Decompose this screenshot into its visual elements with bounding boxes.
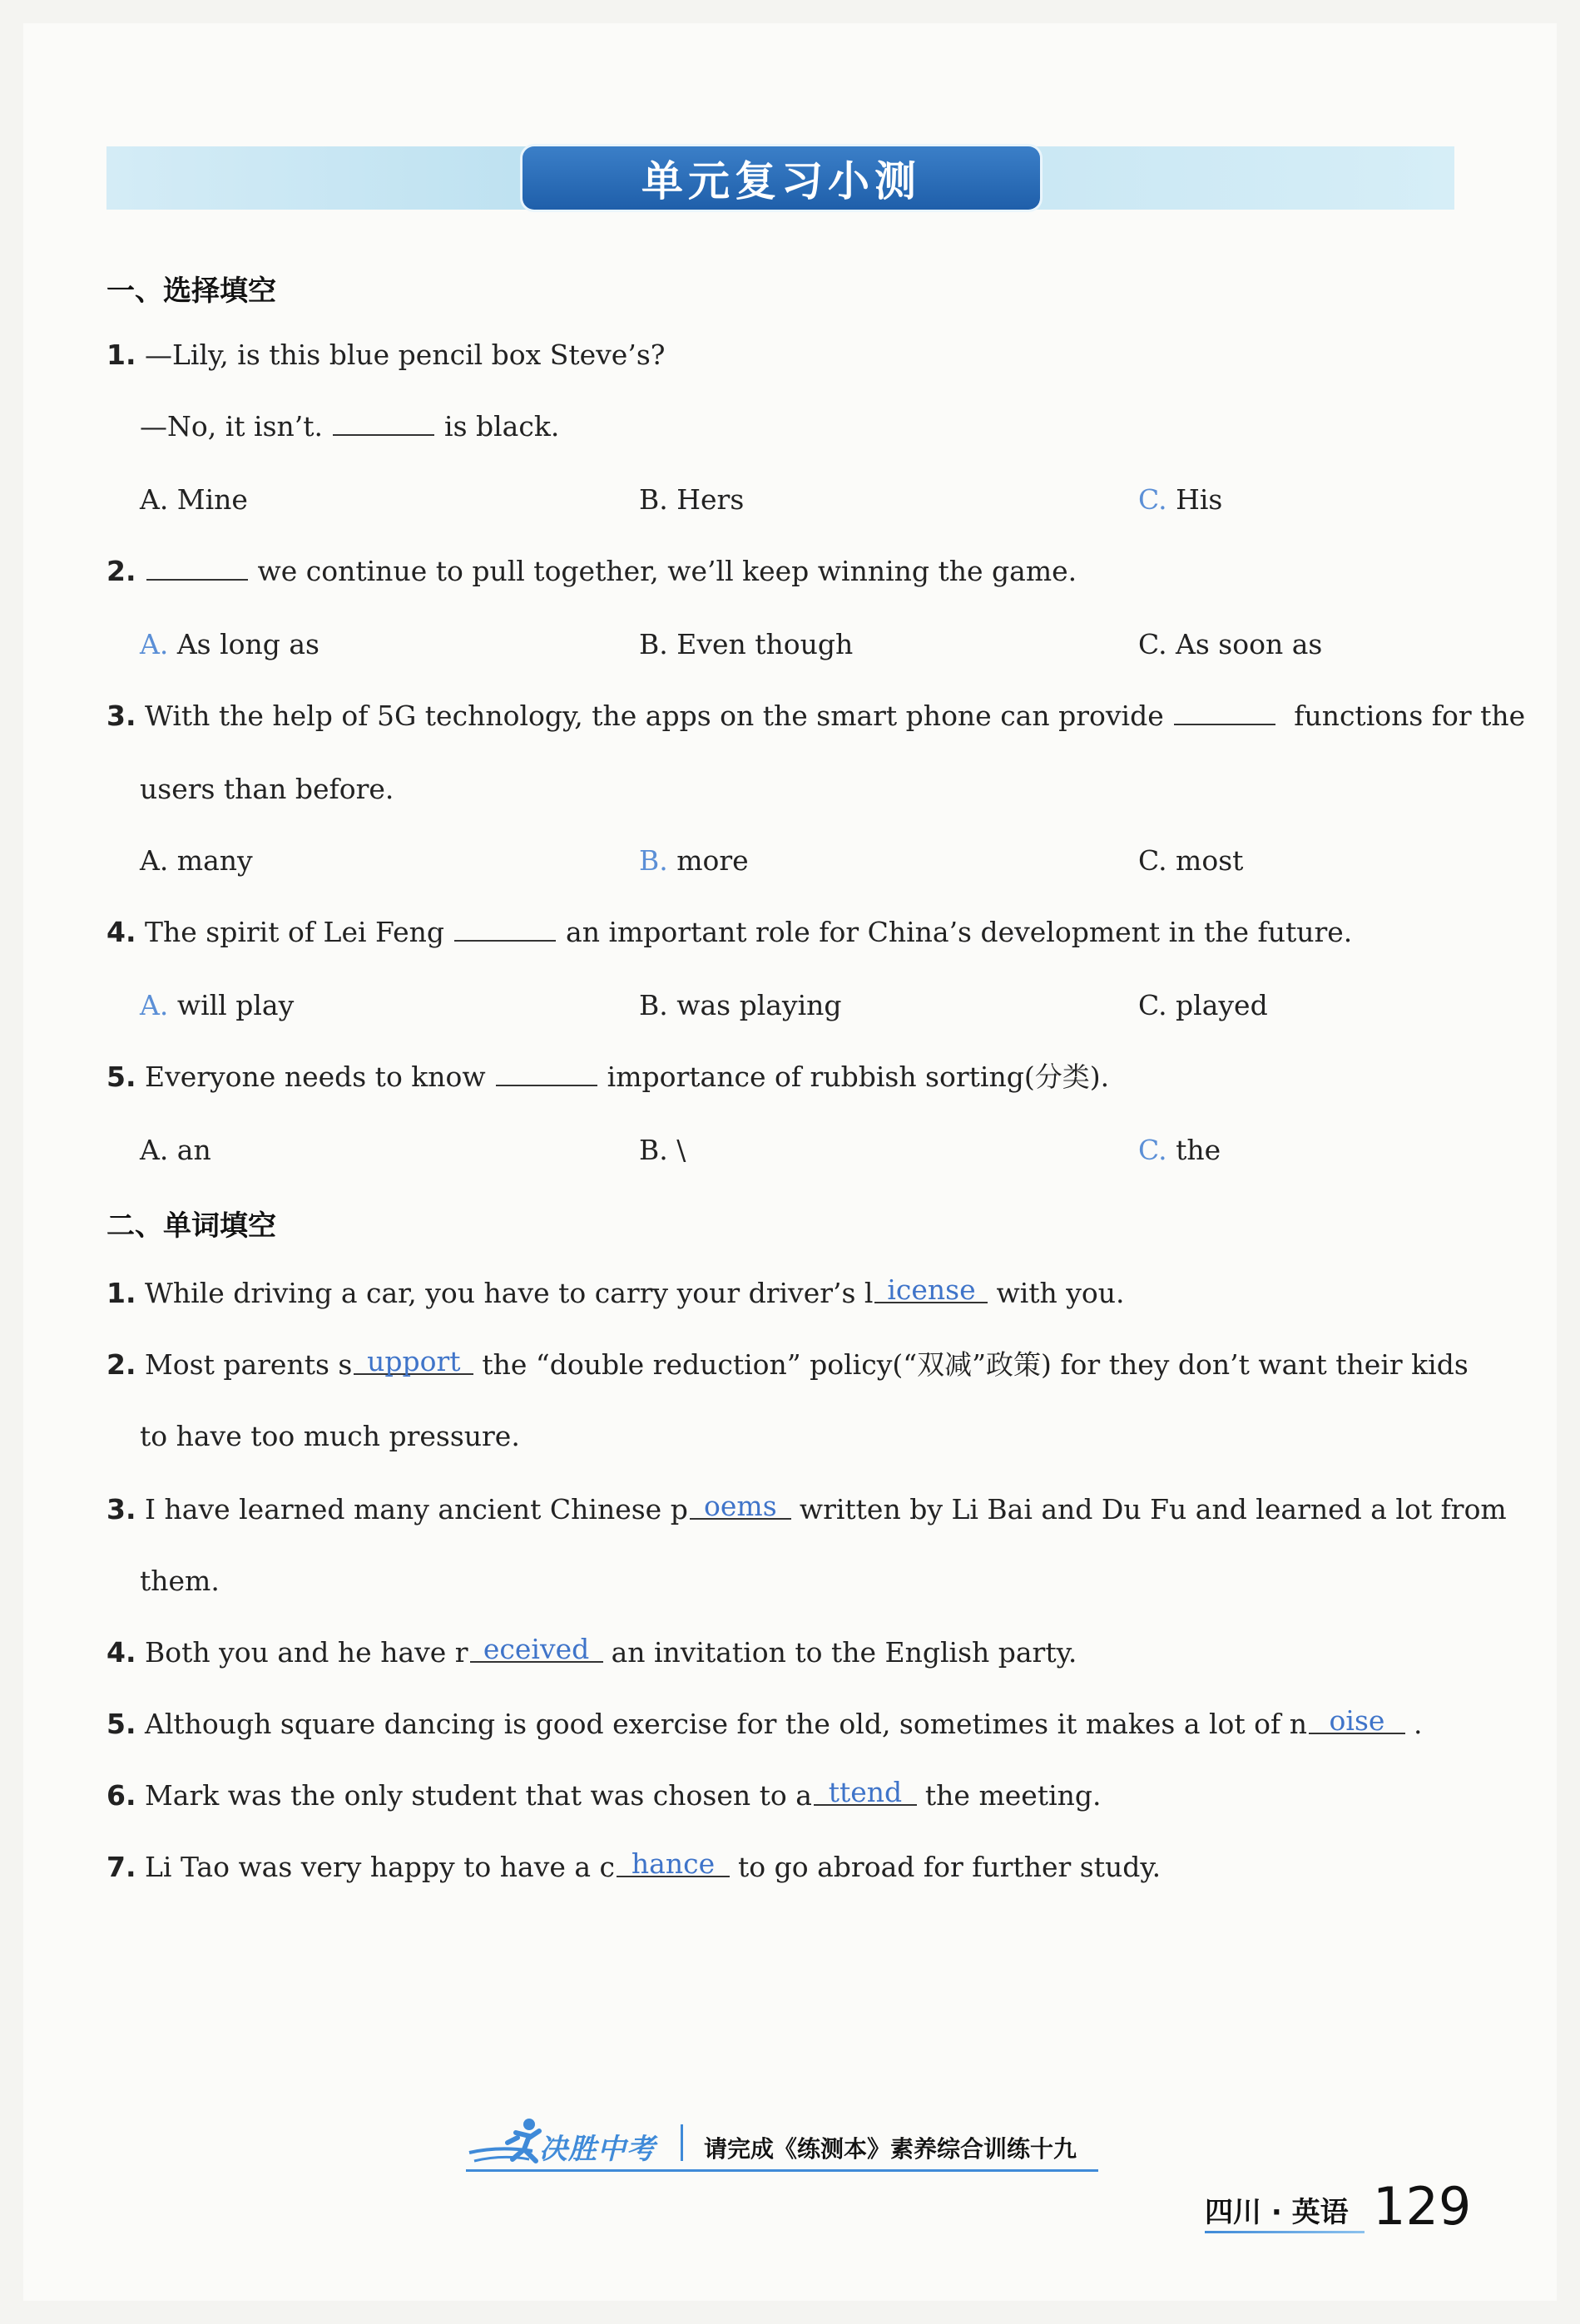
s1-q2-num: 2. [106, 555, 136, 587]
s2-q6-line [106, 1776, 1102, 1812]
s1-q3-text1a: With the help of 5G technology, the apps on the smart phone can provide [145, 700, 1164, 732]
answer-blank [146, 557, 248, 581]
s2-q7-line [106, 1847, 1161, 1883]
s2-q5-textb: . [1414, 1708, 1423, 1740]
s1-q2-option-c: C. As soon as [1138, 628, 1323, 660]
answer-text: ttend [828, 1776, 903, 1808]
option-text: As long as [176, 628, 319, 660]
s1-q3-option-a: A. many [140, 844, 253, 877]
answer-text: oems [704, 1490, 777, 1522]
title-pill [523, 146, 1040, 210]
s2-q7-textb: to go abroad for further study. [738, 1851, 1161, 1883]
s2-q4-num: 4. [106, 1636, 136, 1669]
footer-region: 四川 · 英语 [1205, 2196, 1349, 2229]
s2-q5-num: 5. [106, 1708, 136, 1740]
s2-q3-textb: written by Li Bai and Du Fu and learned a lot from [799, 1493, 1507, 1525]
section2-heading: 二、单词填空 [106, 1209, 276, 1243]
s2-q2-texta: Most parents s [145, 1348, 353, 1381]
footer-logo-text: 决胜中考 [539, 2133, 656, 2166]
s1-q4-option-a [140, 991, 294, 1019]
answer-mark: B. [639, 844, 668, 877]
s1-q1-text2a: —No, it isn’t. [140, 410, 324, 443]
s2-q1-texta: While driving a car, you have to carry your driver’s l [145, 1277, 874, 1309]
s1-q5-option-c [1138, 1136, 1221, 1164]
option-text: will play [176, 989, 295, 1021]
s1-q5-line1 [106, 1061, 1110, 1093]
s2-q1-line [106, 1273, 1125, 1309]
s1-q1-option-a: A. Mine [140, 483, 248, 516]
s1-q3-num: 3. [106, 700, 136, 732]
s1-q2-option-b: B. Even though [639, 628, 854, 660]
answer-mark: C. [1138, 483, 1167, 516]
s2-q4-texta: Both you and he have r [145, 1636, 468, 1669]
s1-q3-text1b: functions for the [1294, 700, 1526, 732]
s1-q2-option-a [140, 630, 319, 658]
s2-q2-textb: the “double reduction” policy(“双减”政策) for they don’t want their kids [482, 1348, 1469, 1381]
s2-q1-textb: with you. [996, 1277, 1125, 1309]
filled-answer [874, 1273, 988, 1306]
filled-answer [617, 1847, 730, 1880]
s1-q5-option-a: A. an [140, 1134, 211, 1166]
s2-q2-line2: to have too much pressure. [140, 1420, 520, 1452]
answer-blank [1174, 702, 1275, 725]
s1-q1-text2b: is black. [444, 410, 560, 443]
filled-answer [814, 1777, 917, 1806]
s1-q3-option-c: C. most [1138, 844, 1244, 877]
s1-q4-texta: The spirit of Lei Feng [145, 916, 445, 948]
s2-q5-texta: Although square dancing is good exercise for the old, sometimes it makes a lot of n [145, 1708, 1307, 1740]
answer-text: eceived [483, 1633, 590, 1665]
answer-mark: A. [140, 989, 169, 1021]
s2-q7-texta: Li Tao was very happy to have a c [145, 1851, 616, 1883]
s1-q1-option-b: B. Hers [639, 483, 745, 516]
filled-answer [690, 1491, 791, 1520]
s1-q5-textb: importance of rubbish sorting(分类). [607, 1061, 1110, 1093]
s2-q2-line1 [106, 1345, 1469, 1381]
s1-q5-texta: Everyone needs to know [145, 1061, 486, 1093]
s2-q6-num: 6. [106, 1779, 136, 1812]
s2-q4-textb: an invitation to the English party. [611, 1636, 1077, 1669]
option-text: His [1176, 483, 1223, 516]
s1-q3-line1 [106, 700, 1526, 732]
answer-blank [333, 413, 434, 436]
s1-q4-num: 4. [106, 916, 136, 948]
s2-q3-texta: I have learned many ancient Chinese p [145, 1493, 688, 1525]
answer-blank [496, 1063, 597, 1086]
answer-text: icense [887, 1273, 976, 1306]
s1-q4-line1 [106, 918, 1352, 946]
answer-blank [454, 918, 556, 942]
s1-q1-line1 [106, 339, 666, 371]
option-text: the [1176, 1134, 1221, 1166]
s2-q7-num: 7. [106, 1851, 136, 1883]
s2-q3-num: 3. [106, 1493, 136, 1525]
s2-q6-textb: the meeting. [924, 1779, 1102, 1812]
s2-q3-line1 [106, 1490, 1507, 1525]
s1-q2-line1 [106, 557, 1077, 585]
s1-q1-num: 1. [106, 339, 136, 371]
s1-q4-option-b: B. was playing [639, 989, 842, 1021]
answer-text: hance [631, 1847, 716, 1880]
answer-mark: C. [1138, 1134, 1167, 1166]
footer-underline [466, 2169, 1098, 2172]
s2-q3-line2: them. [140, 1565, 220, 1597]
s1-q2-text: we continue to pull together, we’ll keep winning the game. [257, 555, 1077, 587]
filled-answer [1309, 1704, 1405, 1737]
s1-q4-textb: an important role for China’s development in the future. [566, 916, 1353, 948]
answer-text: oise [1329, 1704, 1385, 1737]
s1-q3-option-b [639, 844, 749, 877]
answer-text: upport [367, 1345, 461, 1377]
filled-answer [354, 1346, 473, 1375]
s1-q1-text: —Lily, is this blue pencil box Steve’s? [145, 339, 666, 371]
filled-answer [470, 1634, 603, 1663]
section1-heading: 一、选择填空 [106, 274, 276, 308]
s2-q2-num: 2. [106, 1348, 136, 1381]
option-text: more [676, 844, 749, 877]
s1-q1-line2 [140, 410, 560, 443]
s2-q5-line [106, 1704, 1423, 1740]
s1-q5-num: 5. [106, 1061, 136, 1093]
footer-separator [681, 2124, 683, 2161]
s1-q3-line2: users than before. [140, 773, 394, 805]
region-underline [1205, 2231, 1365, 2233]
page-title: 单元复习小测 [641, 157, 921, 205]
s1-q4-option-c: C. played [1138, 989, 1268, 1021]
s2-q6-texta: Mark was the only student that was chosen to a [145, 1779, 812, 1812]
page-number: 129 [1373, 2176, 1472, 2237]
s2-q4-line [106, 1633, 1077, 1669]
answer-mark: A. [140, 628, 169, 660]
s1-q5-option-b: B. \ [639, 1134, 686, 1166]
s1-q1-option-c [1138, 483, 1223, 516]
s2-q1-num: 1. [106, 1277, 136, 1309]
footer-note: 请完成《练测本》素养综合训练十九 [704, 2135, 1077, 2163]
